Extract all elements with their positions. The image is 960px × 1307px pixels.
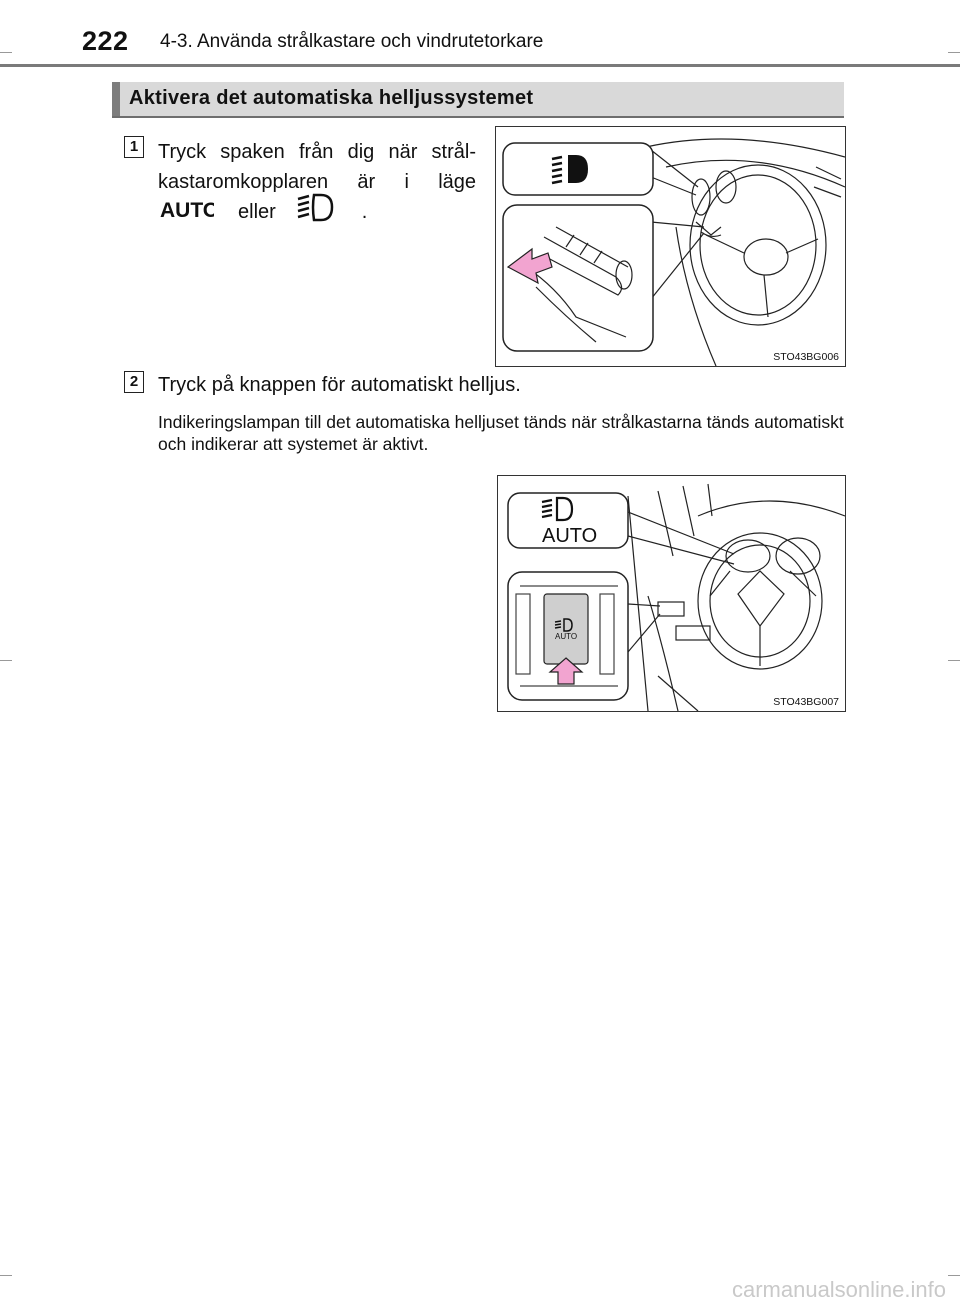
step-number: 2: [124, 371, 144, 393]
section-title: Aktivera det automatiska helljussystemet: [129, 87, 534, 109]
sentence-end: .: [361, 200, 368, 223]
step-2-text: Tryck på knappen för automatiskt helljus.: [158, 374, 521, 396]
low-beam-headlight-icon: [294, 192, 340, 232]
auto-label: AUTO: [542, 525, 598, 547]
section-bar: [112, 82, 120, 116]
auto-icon-label: AUTO: [160, 199, 214, 220]
crop-mark: [0, 52, 12, 53]
figure-code: STO43BG006: [773, 351, 839, 363]
figure-headlight-lever: [495, 126, 846, 367]
header-divider: [0, 64, 960, 67]
step-number: 1: [124, 136, 144, 158]
crop-mark: [948, 1275, 960, 1276]
crop-mark: [948, 660, 960, 661]
watermark: carmanualsonline.info: [731, 1277, 946, 1302]
crop-mark: [0, 1275, 12, 1276]
lever-illustration: [496, 127, 845, 366]
step-2-note: Indikeringslampan till det automatiska helljuset tänds när strålkastarna tänds automatiskt och indikerar att systemet är aktivt.: [158, 412, 844, 454]
step-1-icons-line: [158, 195, 367, 229]
connector-text: eller: [238, 200, 276, 223]
auto-mode-icon: [158, 198, 216, 226]
figure-auto-high-beam-button: [497, 475, 846, 712]
step-1-text: Tryck spaken från dig när strål- kastaromkopplaren är i läge: [158, 141, 476, 193]
auto-small-label: AUTO: [555, 632, 578, 641]
chapter-title: 4-3. Använda strålkastare och vindrutetorkare: [160, 31, 544, 52]
page-number: 222: [82, 26, 129, 56]
figure-code: STO43BG007: [773, 696, 839, 708]
button-illustration: [498, 476, 845, 711]
crop-mark: [0, 660, 12, 661]
section-heading: [112, 82, 844, 118]
crop-mark: [948, 52, 960, 53]
